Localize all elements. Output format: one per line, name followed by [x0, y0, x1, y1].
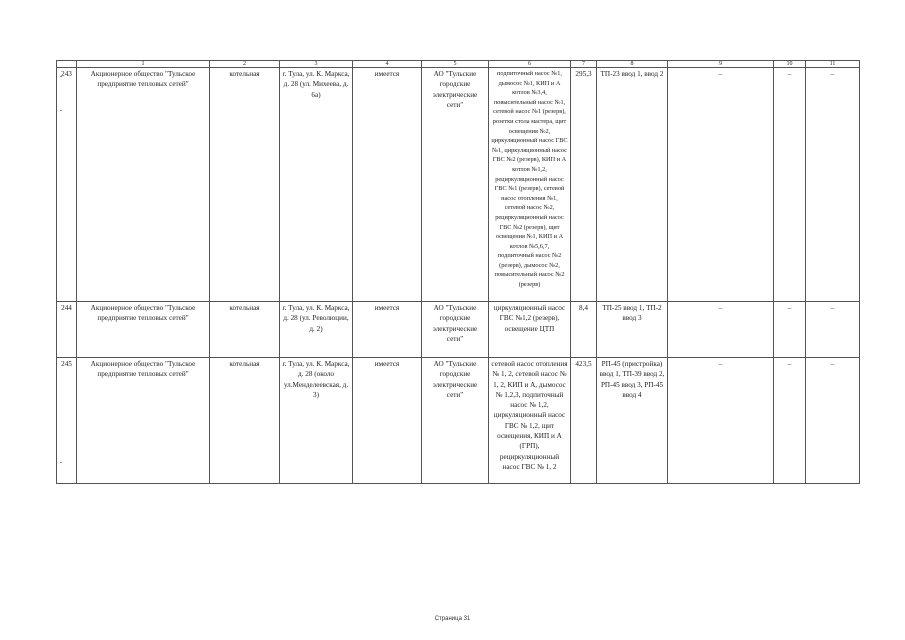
header-cell: 1: [77, 61, 210, 68]
col11-cell: –: [806, 358, 860, 484]
header-cell: 2: [210, 61, 280, 68]
input-cell: РП-45 (пристройка) ввод 1, ТП-39 ввод 2, РП-45 ввод 3, РП-45 ввод 4: [597, 358, 668, 484]
object-type-cell: котельная: [210, 302, 280, 358]
supplier-cell: АО "Тульские городские электрические сети": [422, 302, 489, 358]
header-cell: 10: [774, 61, 806, 68]
row-number: 244: [57, 302, 77, 358]
owner-cell: Акционерное общество "Тульское предприятие тепловых сетей": [77, 302, 210, 358]
owner-cell: Акционерное общество "Тульское предприятие тепловых сетей": [77, 358, 210, 484]
header-cell: 6: [489, 61, 571, 68]
power-cell: 8,4: [571, 302, 597, 358]
owner-cell: Акционерное общество "Тульское предприятие тепловых сетей": [77, 68, 210, 302]
supplier-cell: АО "Тульские городские электрические сети": [422, 358, 489, 484]
header-cell-blank: [57, 61, 77, 68]
header-cell: 4: [353, 61, 422, 68]
power-cell: 295,3: [571, 68, 597, 302]
power-cell: 423,5: [571, 358, 597, 484]
row-number: 245: [57, 358, 77, 484]
address-cell: г. Тула, ул. К. Маркса, д. 28 (ул. Михеева, д. 6а): [280, 68, 353, 302]
table-header-row: [57, 61, 860, 68]
header-cell: 9: [668, 61, 774, 68]
status-cell: имеется: [353, 68, 422, 302]
col9-cell: –: [668, 68, 774, 302]
page-number-label: Страница 31: [434, 616, 471, 622]
object-type-cell: котельная: [210, 358, 280, 484]
address-cell: г. Тула, ул. К. Маркса, д. 28 (около ул.Менделеевская, д. 3): [280, 358, 353, 484]
equipment-cell: подпиточный насос №1, дымосос №1, КИП и А котлов №3,4, повысительный насос №1, сетевой насос №1 (резерв), розетки стола мастера, щит освещения №2, циркуляционный насос ГВС №1, циркуляционный насос ГВС №2 (резерв), КИП и А котлов №1,2, рециркуляционный насос ГВС №1 (резерв), сетевой насос отопления №1, сетевой насос №2, рециркуляционный насос ГВС №2 (резерв), щит освещения №1, КИП и А котлов №5,6,7, подпиточный насос №2 (резерв), дымосос №2, повысительный насос №2 (резерв): [489, 68, 571, 302]
object-type-cell: котельная: [210, 68, 280, 302]
header-cell: 7: [571, 61, 597, 68]
header-cell: 11: [806, 61, 860, 68]
header-cell: 8: [597, 61, 668, 68]
status-cell: имеется: [353, 358, 422, 484]
equipment-cell: сетевой насос отопления № 1, 2, сетевой насос № 1, 2, КИП и А, дымосос № 1,2,3, подпиточный насос № 1,2, циркуляционный насос ГВС № 1,2, щит освещения, КИП и А (ГРП), рециркуляционный насос ГВС № 1, 2: [489, 358, 571, 484]
input-cell: ТП-23 ввод 1, ввод 2: [597, 68, 668, 302]
col11-cell: –: [806, 302, 860, 358]
table-row: [57, 302, 860, 358]
col10-cell: –: [774, 68, 806, 302]
address-cell: г. Тула, ул. К. Маркса, д. 28 (ул. Революции, д. 2): [280, 302, 353, 358]
col9-cell: –: [668, 302, 774, 358]
col11-cell: –: [806, 68, 860, 302]
status-cell: имеется: [353, 302, 422, 358]
header-cell: 5: [422, 61, 489, 68]
table-row: [57, 358, 860, 484]
col9-cell: –: [668, 358, 774, 484]
input-cell: ТП-25 ввод 1, ТП-2 ввод 3: [597, 302, 668, 358]
data-table: [56, 60, 860, 484]
header-cell: 3: [280, 61, 353, 68]
equipment-cell: циркуляционный насос ГВС №1,2 (резерв), освещение ЦТП: [489, 302, 571, 358]
supplier-cell: АО "Тульские городские электрические сети": [422, 68, 489, 302]
col10-cell: –: [774, 358, 806, 484]
col10-cell: –: [774, 302, 806, 358]
table-row: [57, 68, 860, 302]
row-number: 243: [57, 68, 77, 302]
